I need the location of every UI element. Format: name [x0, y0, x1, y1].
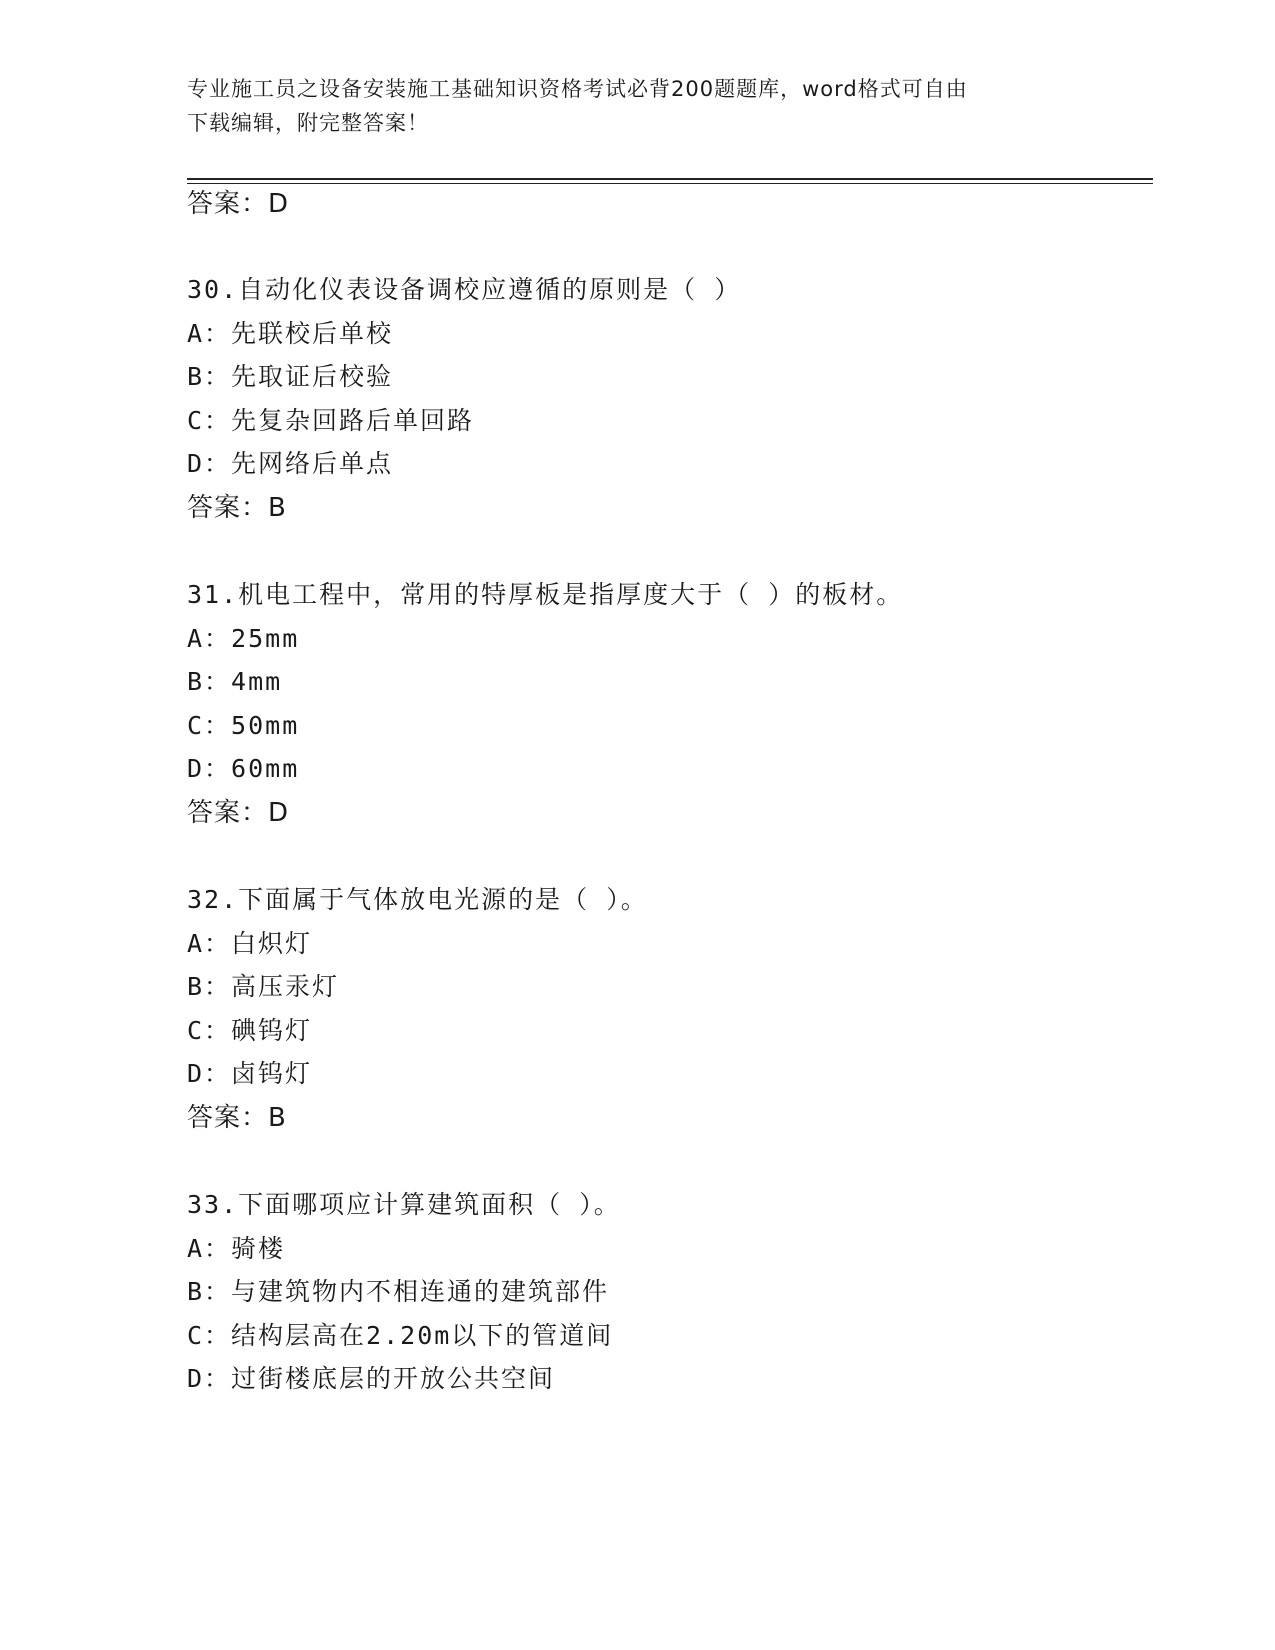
question-31-stem: 31.机电工程中，常用的特厚板是指厚度大于（ ）的板材。 [187, 580, 904, 609]
answer-29: 答案：D [187, 189, 290, 219]
question-33-option-d: D：过街楼底层的开放公共空间 [187, 1364, 556, 1393]
question-33-option-a: A：骑楼 [187, 1234, 286, 1263]
header-rule-thick [187, 178, 1153, 180]
answer-31: 答案：D [187, 798, 290, 828]
question-31-option-a: A：25mm [187, 624, 300, 653]
header-rule-thin [187, 183, 1153, 184]
question-32-option-b: B：高压汞灯 [187, 972, 340, 1001]
answer-32: 答案：B [187, 1103, 287, 1133]
question-30-option-c: C：先复杂回路后单回路 [187, 406, 475, 435]
question-32-option-c: C：碘钨灯 [187, 1016, 313, 1045]
question-30-option-a: A：先联校后单校 [187, 319, 394, 348]
header-line-1: 专业施工员之设备安装施工基础知识资格考试必背200题题库，word格式可自由 [187, 77, 968, 101]
question-31-option-b: B：4mm [187, 667, 283, 696]
answer-30: 答案：B [187, 493, 287, 523]
question-33-option-b: B：与建筑物内不相连通的建筑部件 [187, 1277, 610, 1306]
question-30-stem: 30.自动化仪表设备调校应遵循的原则是（ ） [187, 275, 742, 304]
question-32-stem: 32.下面属于气体放电光源的是（ ）。 [187, 885, 648, 914]
question-32-option-a: A：白炽灯 [187, 929, 313, 958]
header-line-2: 下载编辑，附完整答案！ [187, 111, 429, 135]
question-33-option-c: C：结构层高在2.20m以下的管道间 [187, 1321, 614, 1350]
question-30-option-d: D：先网络后单点 [187, 449, 394, 478]
question-32-option-d: D：卤钨灯 [187, 1059, 313, 1088]
question-31-option-c: C：50mm [187, 711, 300, 740]
question-33-stem: 33.下面哪项应计算建筑面积（ ）。 [187, 1190, 621, 1219]
document-header [187, 72, 1087, 140]
question-31-option-d: D：60mm [187, 754, 300, 783]
question-30-option-b: B：先取证后校验 [187, 362, 394, 391]
